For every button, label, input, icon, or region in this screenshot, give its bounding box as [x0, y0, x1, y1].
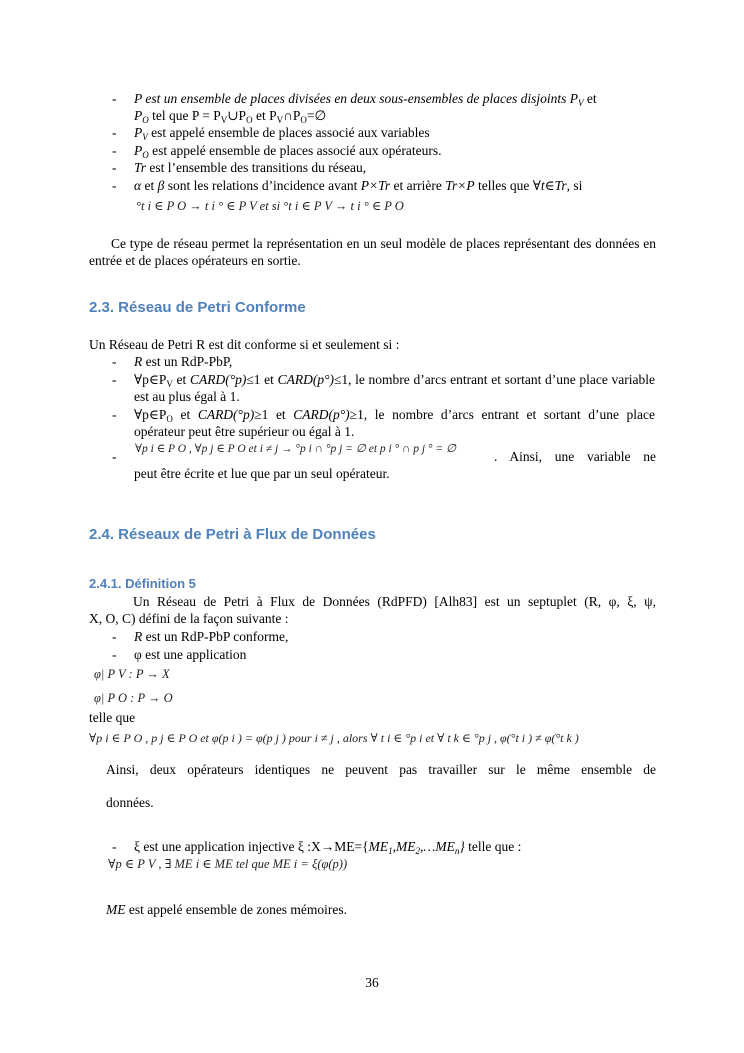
paragraph: Ainsi, deux opérateurs identiques ne peuvent pas travailler sur le même ensemble de: [106, 762, 656, 777]
definition-line: Un Réseau de Petri à Flux de Données (RdPFD) [Alh83] est un septuplet (R, φ, ξ, ψ,: [133, 594, 656, 609]
formula-incidence: °t i ∈ P O → t i ° ∈ P V et si °t i ∈ P V → t i ° ∈ P O: [136, 199, 404, 213]
section-heading-2-3: 2.3. Réseau de Petri Conforme: [89, 299, 306, 316]
formula-phi-condition: ∀p i ∈ P O , p j ∈ P O et φ(p i ) = φ(p j ) pour i ≠ j , alors ∀ t i ∈ °p i et ∀ t k ∈ °p j , φ(°t i ) ≠ φ(°t k ): [89, 731, 579, 745]
page-number: 36: [365, 975, 379, 990]
formula-conformity: ∀p i ∈ P O , ∀p j ∈ P O et i ≠ j → °p i ∩ °p j = ∅ et p i ° ∩ p j ° = ∅: [135, 443, 457, 455]
formula-phi-variables: φ| P V : P → X: [94, 667, 170, 681]
definition-line: X, O, C) défini de la façon suivante :: [89, 611, 289, 626]
list-bullet: -: [112, 91, 117, 106]
paragraph: données.: [106, 795, 154, 810]
section-heading-2-4: 2.4. Réseaux de Petri à Flux de Données: [89, 526, 376, 543]
paragraph: ME est appelé ensemble de zones mémoires.: [106, 902, 348, 917]
list-item-text: peut être écrite et lue que par un seul opérateur.: [134, 466, 390, 481]
list-item-text: P est un ensemble de places divisées en deux sous-ensembles de places disjoints $P_V$ et $P_O$ tel que $P = P_V\cup P_O$ et $P_V\cap P_O=\emptyset$: [134, 91, 597, 125]
document-page: - P est un ensemble de places divisées en deux sous-ensembles de places disjoints $P_V$ et $P_O$ tel que $P = P_V\cup P_O$ et $P_V\cap P_O=\emptyset$ - $P_V$ est appelé ensemble de places associé aux variables - $P_O$ est appelé ensemble de places associé aux opérateurs. - Tr est l’ensemble des transitions du réseau, - α et β sont les relations d’incidence avant P×Tr et arrière Tr×P telles que ∀t∈Tr, si °t i ∈ P O → t i ° ∈ P V et si °t i ∈ P V → t i ° ∈ P O Ce type de réseau permet la représentation en un seul modèle de places représentant des données en entrée et de places opérateurs en sortie. 2.3. Réseau de Petri Conforme Un Réseau de Petri R est dit conforme si et seulement si : - R est un RdP-PbP, - $\forall p\in P_V$ et CARD(°p)≤1 et CARD(p°)≤1, le nombre d’arcs entrant et sortant d’une place variable est au plus égal à 1. - $\forall p\in P_O$ et CARD(°p)≥1 et CARD(p°)≥1, le nombre d’arcs entrant et sortant d’une place opérateur peut être supérieur ou égal à 1. - ∀p i ∈ P O , ∀p j ∈ P O et i ≠ j → °p i ∩ °p j = ∅ et p i ° ∩ p j ° = ∅ . Ainsi, une variable ne peut être écrite et lue que par un seul opérateur. 2.4. Réseaux de Petri à Flux de Données 2.4.1. Définition 5 Un Réseau de Petri à Flux de Données (RdPFD) [Alh83] est un septuplet (R, φ, ξ, ψ, X, O, C) défini de la façon suivante : - R est un RdP-PbP conforme, - φ est une application φ| P V : P → X φ| P O : P → O telle que ∀p i ∈ P O , p j ∈ P O et φ(p i ) = φ(p j ) pour i ≠ j , alors ∀ t i ∈ °p i et ∀ t k ∈ °p j , φ(°t i ) ≠ φ(°t k ) Ainsi, deux opérateurs identiques ne peuvent pas travailler sur le même ensemble de données. - ξ est une application injective ξ $:X\to ME=\{ME_1,ME_2,\dots ME_n\}$ telle que : ∀p ∈ P V , ∃ ME i ∈ ME tel que ME i = ξ(φ(p)) ME est appelé ensemble de zones mémoires. 36: [0, 0, 744, 1053]
text-telle-que: telle que: [89, 710, 136, 725]
conformity-intro: Un Réseau de Petri R est dit conforme si et seulement si :: [89, 337, 400, 352]
formula-xi: ∀p ∈ P V , ∃ ME i ∈ ME tel que ME i = ξ(φ(p)): [108, 857, 348, 871]
paragraph: Ce type de réseau permet la représentation en un seul modèle de places représentant des données en entrée et de places opérateurs en sortie.: [89, 236, 656, 268]
formula-phi-operators: φ| P O : P → O: [94, 691, 173, 705]
list-item-text: . Ainsi, une variable ne: [494, 449, 656, 464]
subsection-heading-2-4-1: 2.4.1. Définition 5: [89, 576, 196, 591]
